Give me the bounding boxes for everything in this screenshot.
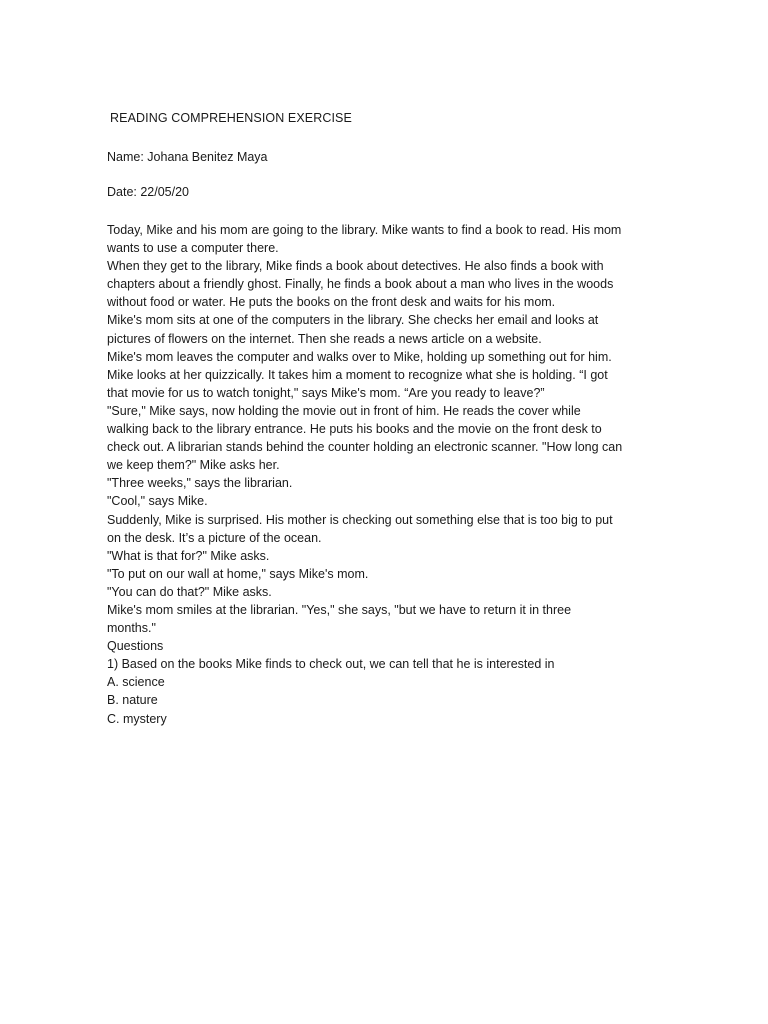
student-name-line: Name: Johana Benitez Maya — [107, 150, 268, 164]
text-line: When they get to the library, Mike finds a book about detectives. He also finds a book with — [107, 259, 604, 274]
text-line: chapters about a friendly ghost. Finally, he finds a book about a man who lives in the woods — [107, 277, 614, 292]
text-line: that movie for us to watch tonight," says Mike's mom. “Are you ready to leave?” — [107, 385, 545, 400]
text-line: Mike's mom sits at one of the computers in the library. She checks her email and looks at — [107, 313, 599, 328]
text-line: we keep them?" Mike asks her. — [107, 458, 280, 473]
text-line: "You can do that?" Mike asks. — [107, 584, 272, 599]
question-1: 1) Based on the books Mike finds to check out, we can tell that he is interested in — [107, 657, 555, 672]
text-line: "Sure," Mike says, now holding the movie out in front of him. He reads the cover while — [107, 403, 581, 418]
answer-option-b: B. nature — [107, 693, 158, 708]
questions-heading: Questions — [107, 639, 164, 654]
text-line: Suddenly, Mike is surprised. His mother is checking out something else that is too big to put — [107, 512, 613, 527]
text-line: "To put on our wall at home," says Mike's mom. — [107, 566, 369, 581]
text-line: wants to use a computer there. — [107, 241, 279, 256]
text-line: Mike's mom smiles at the librarian. "Yes," she says, "but we have to return it in three — [107, 602, 572, 617]
text-line: pictures of flowers on the internet. Then she reads a news article on a website. — [107, 331, 542, 346]
text-line: "Three weeks," says the librarian. — [107, 476, 293, 491]
answer-option-a: A. science — [107, 675, 165, 690]
text-line: "What is that for?" Mike asks. — [107, 548, 270, 563]
text-line: "Cool," says Mike. — [107, 494, 208, 509]
text-line: Today, Mike and his mom are going to the library. Mike wants to find a book to read. His mom — [107, 223, 622, 237]
answer-option-c: C. mystery — [107, 711, 167, 726]
text-line: check out. A librarian stands behind the counter holding an electronic scanner. "How long can — [107, 440, 623, 455]
text-line: Mike looks at her quizzically. It takes him a moment to recognize what she is holding. “I got — [107, 367, 608, 382]
text-line: months." — [107, 621, 156, 636]
text-line: walking back to the library entrance. He puts his books and the movie on the front desk to — [107, 422, 602, 437]
text-line: Mike's mom leaves the computer and walks over to Mike, holding up something out for him. — [107, 349, 612, 364]
text-line: without food or water. He puts the books on the front desk and waits for his mom. — [107, 295, 556, 310]
story-body — [107, 221, 667, 728]
document-title: READING COMPREHENSION EXERCISE — [110, 111, 352, 125]
date-line: Date: 22/05/20 — [107, 185, 190, 199]
text-line: on the desk. It’s a picture of the ocean. — [107, 530, 322, 545]
